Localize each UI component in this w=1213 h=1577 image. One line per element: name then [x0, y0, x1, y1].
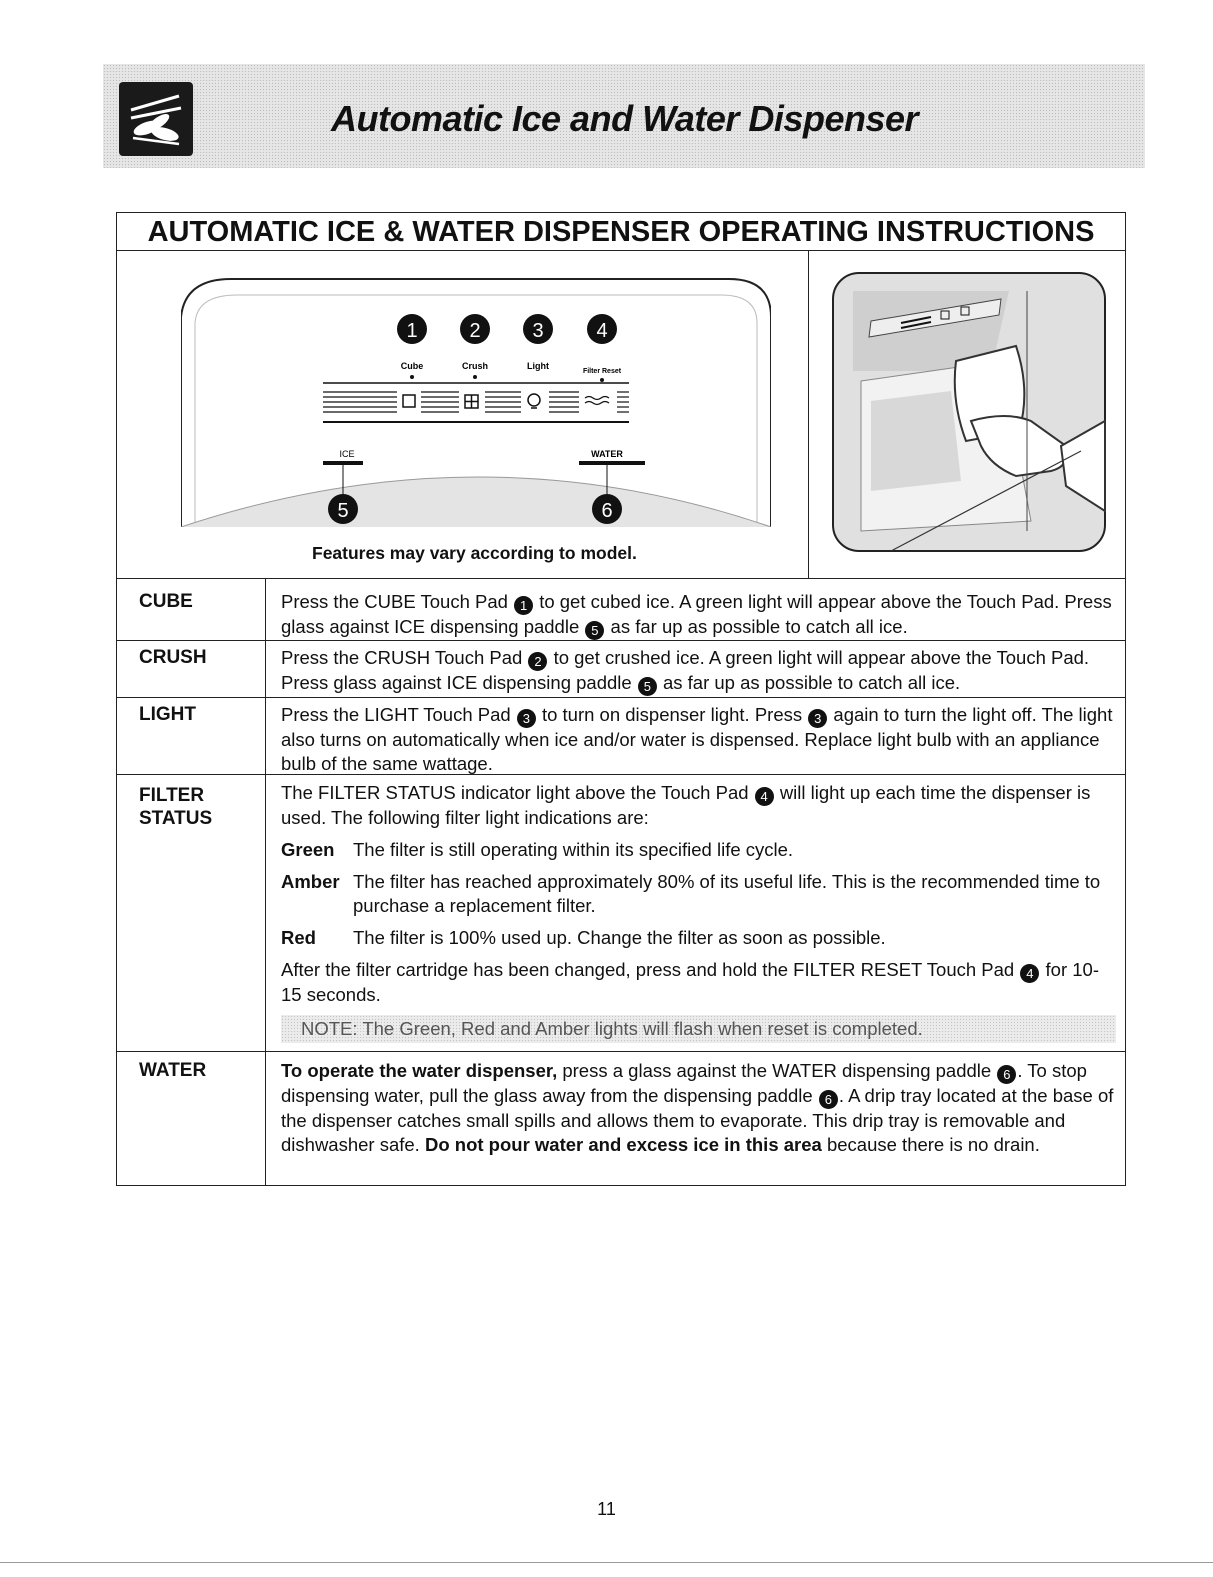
number-6-icon: 6 [997, 1065, 1016, 1084]
filter-red-row: Red The filter is 100% used up. Change the filter as soon as possible. [281, 927, 886, 948]
control-panel-figure [181, 277, 771, 527]
number-2-icon: 2 [528, 652, 547, 671]
water-instructions: To operate the water dispenser, press a glass against the WATER dispensing paddle 6 . To stop dispensing water, pull the glass away from the dispensing paddle 6 . A drip tray located at the base of the dispenser catches small spills and allows them to evaporate. This drip tray is removable and dishwasher safe. Do not pour water and excess ice in this area because there is no drain. [281, 1060, 1114, 1155]
filter-green-row: Green The filter is still operating within its specified life cycle. [281, 839, 794, 860]
number-4-icon: 4 [1020, 964, 1039, 983]
water-paddle-label: WATER [591, 449, 623, 459]
water-paddle-number-6 [592, 494, 622, 524]
number-6-icon: 6 [819, 1090, 838, 1109]
row-label-filter-status: FILTER STATUS [139, 785, 213, 829]
svg-text:4: 4 [596, 320, 608, 342]
row-label-cube: CUBE [139, 591, 193, 612]
figure-caption: Features may vary according to model. [312, 543, 637, 563]
svg-text:6: 6 [601, 500, 613, 522]
cube-instructions: Press the CUBE Touch Pad 1 to get cubed ice. A green light will appear above the Touch Pad. Press glass against ICE dispensing paddle 5 as far up as possible to catch all ice. [281, 591, 1112, 638]
leaves-icon [119, 82, 193, 156]
number-5-icon: 5 [638, 677, 657, 696]
row-divider [117, 697, 1125, 698]
row-divider [117, 1051, 1125, 1052]
number-5-icon: 5 [585, 621, 604, 640]
reset-note: NOTE: The Green, Red and Amber lights will flash when reset is completed. [281, 1015, 1116, 1043]
svg-text:3: 3 [532, 320, 544, 342]
number-1-icon: 1 [514, 596, 533, 615]
section-heading: AUTOMATIC ICE & WATER DISPENSER OPERATING INSTRUCTIONS [117, 213, 1125, 251]
row-divider [117, 640, 1125, 641]
row-divider [117, 578, 1125, 579]
light-label: Light [527, 361, 549, 371]
filter-status-instructions: The FILTER STATUS indicator light above the Touch Pad 4 will light up each time the dispenser is used. The following filter light indications are: Green The filter is still operating within its specified life cycle. Amber The filter has reached approximately 80% of its useful life. This is the recommended time to purchase a replacement filter. Red The filter is 100% used up. Change the filter as soon as possible. After the filter cartridge has been changed, press and hold the FILTER RESET Touch Pad 4 for 10-15 seconds. NOTE: The Green, Red and Amber lights will flash when reset is completed. [281, 781, 1116, 1043]
crush-label: Crush [461, 361, 489, 371]
dispenser-photo [831, 271, 1107, 553]
number-3-icon: 3 [808, 709, 827, 728]
cube-label: Cube [400, 361, 424, 371]
figure-divider [808, 251, 809, 578]
touch-pad-number-2 [460, 314, 490, 344]
header-banner [103, 64, 1145, 168]
instructions-box [116, 212, 1126, 1186]
touch-pad-number-3 [523, 314, 553, 344]
row-label-light: LIGHT [139, 704, 196, 725]
filter-reset-label: Filter Reset [582, 368, 622, 375]
page-number: 11 [597, 1499, 616, 1519]
number-4-icon: 4 [755, 787, 774, 806]
ice-paddle-number-5 [328, 494, 358, 524]
svg-text:1: 1 [406, 320, 418, 342]
light-instructions: Press the LIGHT Touch Pad 3 to turn on dispenser light. Press 3 again to turn the light off. The light also turns on automatically when ice and/or water is dispensed. Replace light bulb with an appliance bulb of the same wattage. [281, 704, 1113, 774]
touch-pad-number-4 [587, 314, 617, 344]
row-label-crush: CRUSH [139, 647, 207, 668]
filter-amber-row: Amber The filter has reached approximately 80% of its useful life. This is the recommended time to purchase a replacement filter. [281, 871, 1101, 916]
ice-paddle-label: ICE [339, 449, 355, 459]
touch-pad-number-1 [397, 314, 427, 344]
number-3-icon: 3 [517, 709, 536, 728]
column-divider [265, 578, 266, 1185]
page-title: Automatic Ice and Water Dispenser [331, 98, 919, 139]
svg-text:2: 2 [469, 320, 481, 342]
row-label-water: WATER [139, 1060, 207, 1081]
svg-text:5: 5 [337, 500, 349, 522]
bottom-rule [0, 1562, 1213, 1563]
crush-instructions: Press the CRUSH Touch Pad 2 to get crushed ice. A green light will appear above the Touch Pad. Press glass against ICE dispensing paddle 5 as far up as possible to catch all ice. [281, 647, 1090, 694]
